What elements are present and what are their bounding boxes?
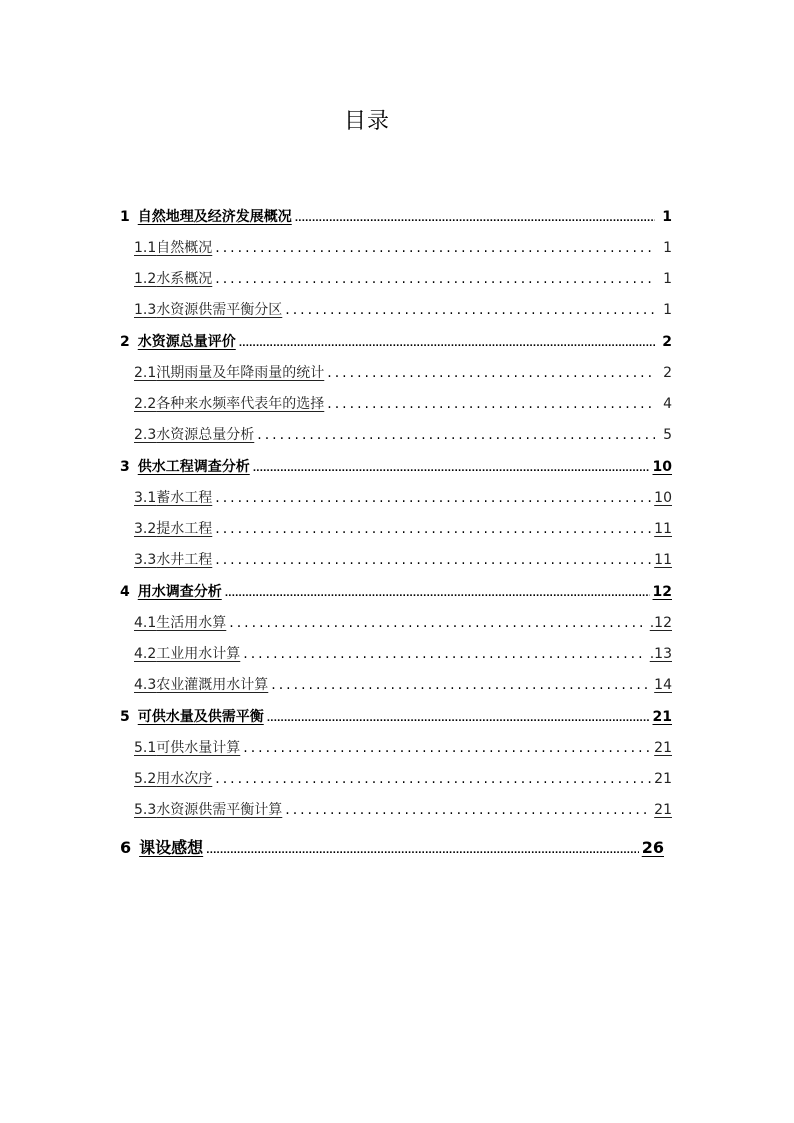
toc-section-title bbox=[134, 518, 212, 538]
toc-leader-dots bbox=[215, 521, 651, 537]
toc-section-title bbox=[134, 487, 212, 507]
toc-section-number: 4.1 bbox=[134, 615, 157, 631]
toc-section-title bbox=[134, 768, 212, 788]
toc-section-label: 工业用水计算 bbox=[156, 646, 241, 662]
toc-leader-dots bbox=[243, 740, 651, 756]
toc-page-number: 2 bbox=[663, 365, 672, 381]
toc-chapter-label: 课设感想 bbox=[139, 838, 204, 857]
toc-section-label: 水资源总量分析 bbox=[156, 427, 255, 443]
toc-section-label: 用水次序 bbox=[156, 771, 213, 787]
toc-leader-dots bbox=[215, 771, 651, 787]
toc-section-title bbox=[134, 299, 282, 319]
toc-section-number: 5.2 bbox=[134, 771, 157, 787]
toc-page-number: .13 bbox=[649, 646, 672, 662]
toc-leader-dots bbox=[225, 589, 650, 599]
toc-section-number: 3.1 bbox=[134, 490, 157, 506]
toc-chapter-number: 6 bbox=[120, 838, 132, 857]
toc-section-1-2[interactable] bbox=[134, 268, 672, 288]
page-title: 目录 bbox=[343, 109, 390, 134]
toc-section-3-3[interactable] bbox=[134, 549, 672, 569]
toc-section-5-3[interactable] bbox=[134, 799, 672, 819]
toc-page-number: 10 bbox=[652, 459, 672, 475]
toc-section-label: 提水工程 bbox=[156, 521, 213, 537]
toc-section-2-2[interactable] bbox=[134, 393, 672, 413]
toc-section-label: 水资源供需平衡分区 bbox=[156, 302, 283, 318]
toc-section-1-1[interactable] bbox=[134, 237, 672, 257]
toc-chapter-label: 自然地理及经济发展概况 bbox=[137, 209, 292, 225]
toc-section-label: 水系概况 bbox=[156, 271, 213, 287]
toc-section-number: 4.2 bbox=[134, 646, 157, 662]
toc-chapter-5[interactable] bbox=[120, 706, 672, 726]
toc-section-number: 2.3 bbox=[134, 427, 157, 443]
toc-leader-dots bbox=[285, 802, 651, 818]
toc-page-number: 1 bbox=[663, 271, 672, 287]
toc-section-5-2[interactable] bbox=[134, 768, 672, 788]
toc-leader-dots bbox=[327, 365, 655, 381]
toc-section-title bbox=[134, 549, 212, 569]
toc-page-number: 1 bbox=[663, 240, 672, 256]
toc-page-number: .12 bbox=[649, 615, 672, 631]
toc-leader-dots bbox=[271, 677, 651, 693]
toc-leader-dots bbox=[229, 615, 646, 631]
toc-leader-dots bbox=[206, 846, 639, 856]
toc-section-title bbox=[134, 643, 240, 663]
toc-section-number: 2.1 bbox=[134, 365, 157, 381]
toc-section-title bbox=[134, 799, 282, 819]
toc-leader-dots bbox=[215, 552, 651, 568]
toc-chapter-2[interactable] bbox=[120, 331, 672, 351]
toc-leader-dots bbox=[267, 714, 650, 724]
toc-leader-dots bbox=[243, 646, 646, 662]
toc-section-2-1[interactable] bbox=[134, 362, 672, 382]
toc-leader-dots bbox=[239, 339, 655, 349]
toc-section-number: 5.3 bbox=[134, 802, 157, 818]
toc-section-label: 水资源供需平衡计算 bbox=[156, 802, 283, 818]
toc-leader-dots bbox=[257, 427, 655, 443]
toc-chapter-4[interactable] bbox=[120, 581, 672, 601]
toc-chapter-number: 1 bbox=[120, 209, 130, 225]
toc-section-3-2[interactable] bbox=[134, 518, 672, 538]
toc-leader-dots bbox=[215, 490, 651, 506]
toc-chapter-number: 4 bbox=[120, 584, 130, 600]
toc-section-label: 农业灌溉用水计算 bbox=[156, 677, 269, 693]
toc-page-number: 2 bbox=[662, 334, 672, 350]
toc-page-number: 4 bbox=[663, 396, 672, 412]
toc-chapter-number: 3 bbox=[120, 459, 130, 475]
toc-section-title bbox=[134, 268, 212, 288]
toc-page-number: 14 bbox=[654, 677, 672, 693]
toc-section-label: 可供水量计算 bbox=[156, 740, 241, 756]
toc-chapter-number: 5 bbox=[120, 709, 130, 725]
toc-section-2-3[interactable] bbox=[134, 424, 672, 444]
toc-page-number: 21 bbox=[654, 771, 672, 787]
toc-chapter-number: 2 bbox=[120, 334, 130, 350]
toc-leader-dots bbox=[285, 302, 655, 318]
toc-section-title bbox=[134, 424, 254, 444]
toc-section-title bbox=[134, 393, 324, 413]
toc-chapter-label: 供水工程调查分析 bbox=[137, 459, 250, 475]
toc-section-4-2[interactable] bbox=[134, 643, 672, 663]
toc-section-title bbox=[134, 612, 226, 632]
toc-page-number: 11 bbox=[654, 552, 672, 568]
toc-page-number: 1 bbox=[662, 209, 672, 225]
toc-section-title bbox=[134, 237, 212, 257]
toc-page-number: 11 bbox=[654, 521, 672, 537]
toc-section-4-1[interactable] bbox=[134, 612, 672, 632]
toc-section-number: 1.2 bbox=[134, 271, 157, 287]
toc-chapter-6[interactable] bbox=[120, 835, 664, 858]
toc-page-number: 1 bbox=[663, 302, 672, 318]
toc-section-label: 汛期雨量及年降雨量的统计 bbox=[156, 365, 325, 381]
toc-leader-dots bbox=[327, 396, 655, 412]
toc-leader-dots bbox=[215, 271, 655, 287]
toc-chapter-label: 可供水量及供需平衡 bbox=[137, 709, 264, 725]
toc-section-4-3[interactable] bbox=[134, 674, 672, 694]
toc-page-number: 21 bbox=[652, 709, 672, 725]
toc-page-number: 21 bbox=[654, 802, 672, 818]
toc-section-number: 2.2 bbox=[134, 396, 157, 412]
toc-section-label: 水井工程 bbox=[156, 552, 213, 568]
toc-leader-dots bbox=[295, 214, 655, 224]
toc-section-3-1[interactable] bbox=[134, 487, 672, 507]
toc-page-number: 5 bbox=[663, 427, 672, 443]
toc-section-number: 5.1 bbox=[134, 740, 157, 756]
toc-page-number: 26 bbox=[641, 838, 664, 857]
toc-chapter-3[interactable] bbox=[120, 456, 672, 476]
toc-section-label: 生活用水算 bbox=[156, 615, 227, 631]
toc-section-title bbox=[134, 674, 268, 694]
toc-section-label: 蓄水工程 bbox=[156, 490, 213, 506]
toc-section-1-3[interactable] bbox=[134, 299, 672, 319]
toc-page-number: 21 bbox=[654, 740, 672, 756]
toc-leader-dots bbox=[253, 464, 650, 474]
toc-section-number: 1.3 bbox=[134, 302, 157, 318]
toc-chapter-label: 用水调查分析 bbox=[137, 584, 222, 600]
toc-page-number: 12 bbox=[652, 584, 672, 600]
toc-section-title bbox=[134, 737, 240, 757]
toc-section-number: 3.3 bbox=[134, 552, 157, 568]
toc-section-number: 1.1 bbox=[134, 240, 157, 256]
toc-section-5-1[interactable] bbox=[134, 737, 672, 757]
toc-chapter-label: 水资源总量评价 bbox=[137, 334, 236, 350]
toc-section-number: 4.3 bbox=[134, 677, 157, 693]
toc-section-label: 各种来水频率代表年的选择 bbox=[156, 396, 325, 412]
toc-section-number: 3.2 bbox=[134, 521, 157, 537]
toc-page-number: 10 bbox=[654, 490, 672, 506]
toc-section-label: 自然概况 bbox=[156, 240, 213, 256]
toc-section-title bbox=[134, 362, 324, 382]
toc-chapter-1[interactable] bbox=[120, 206, 672, 226]
toc-leader-dots bbox=[215, 240, 655, 256]
